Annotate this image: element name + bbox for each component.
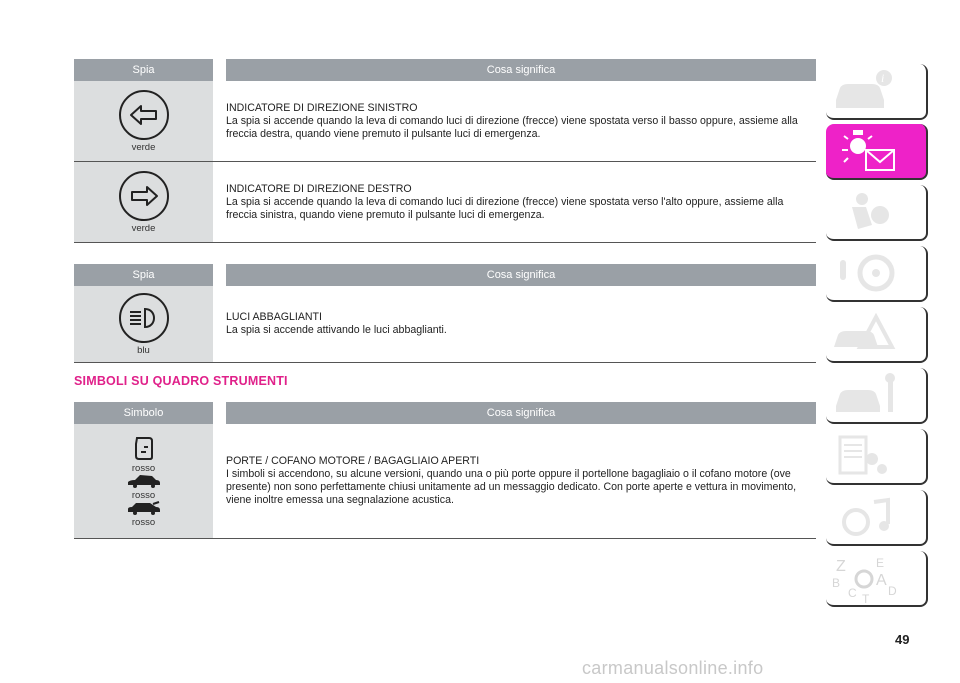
- description-text: La spia si accende attivando le luci abbaglianti.: [226, 324, 447, 336]
- description: [226, 81, 816, 161]
- bonnet-open-icon: [126, 474, 162, 488]
- index-letter: D: [888, 584, 897, 598]
- description-text: La spia si accende quando la leva di comando luci di direzione (frecce) viene spostata verso il basso oppure, assieme alla freccia destra, quando viene premuto il pulsante luci di emergenza.: [226, 114, 798, 140]
- description-text: La spia si accende quando la leva di comando luci di direzione (frecce) viene spostata verso l'alto oppure, assieme alla freccia sinistra, quando viene premuto il pulsante luci di emergenza.: [226, 195, 784, 221]
- door-open-icon: [133, 435, 155, 461]
- header-cosa-significa: Cosa significa: [226, 264, 816, 286]
- emergency-icon: [826, 307, 926, 361]
- tab-index[interactable]: [826, 551, 928, 607]
- table-row: [74, 81, 816, 162]
- section-title: SIMBOLI SU QUADRO STRUMENTI: [74, 374, 288, 388]
- table-high-beam: [74, 264, 816, 363]
- index-letter: B: [832, 576, 841, 590]
- high-beam-icon: [119, 293, 169, 343]
- right-arrow-icon: [119, 171, 169, 221]
- tab-starting-driving[interactable]: [826, 246, 928, 302]
- description: [226, 424, 816, 538]
- tab-maintenance[interactable]: [826, 368, 928, 424]
- color-label: verde: [131, 222, 156, 234]
- description-title: INDICATORE DI DIREZIONE DESTRO: [226, 182, 412, 195]
- index-letter: Z: [836, 558, 846, 575]
- header-spia: Spia: [74, 264, 213, 286]
- color-label: rosso: [131, 516, 156, 528]
- boot-open-icon: [126, 501, 162, 515]
- index-icon: [826, 551, 926, 605]
- tab-emergency[interactable]: [826, 307, 928, 363]
- header-simbolo: Simbolo: [74, 402, 213, 424]
- warning-light-cell: [74, 81, 213, 161]
- color-label: rosso: [131, 489, 156, 501]
- description-text: I simboli si accendono, su alcune versioni, quando una o più porte oppure il portellone bagagliaio o il cofano motore (ove presente) non sono perfettamente chiusi unitamente ad un messaggio dedicato. Con porte aperte e vettura in movimento, viene inoltre emessa una segnalazione acustica.: [226, 468, 797, 506]
- watermark: carmanualsonline.info: [582, 658, 764, 678]
- table-symbols: [74, 402, 816, 539]
- tab-specifications[interactable]: [826, 429, 928, 485]
- header-cosa-significa: Cosa significa: [226, 59, 816, 81]
- index-letter: C: [848, 586, 857, 600]
- car-info-icon: [826, 64, 926, 118]
- multimedia-icon: [826, 490, 926, 544]
- specs-icon: [826, 429, 926, 483]
- index-letter: T: [862, 592, 870, 605]
- color-label: verde: [131, 141, 156, 153]
- left-arrow-icon: [119, 90, 169, 140]
- table-row: [74, 162, 816, 243]
- tab-car-info[interactable]: [826, 64, 928, 120]
- table-turn-indicators: [74, 59, 816, 243]
- table-header: [74, 59, 816, 81]
- description-title: LUCI ABBAGLIANTI: [226, 311, 322, 323]
- maintenance-icon: [826, 368, 926, 422]
- tab-multimedia[interactable]: [826, 490, 928, 546]
- table-header: [74, 264, 816, 286]
- description-title: PORTE / COFANO MOTORE / BAGAGLIAIO APERTI: [226, 455, 480, 467]
- warning-light-cell: [74, 162, 213, 242]
- table-header: [74, 402, 816, 424]
- tab-warning-lights[interactable]: [826, 124, 928, 180]
- header-spia: Spia: [74, 59, 213, 81]
- description: [226, 162, 816, 242]
- header-cosa-significa: Cosa significa: [226, 402, 816, 424]
- warning-light-cell: [74, 286, 213, 362]
- tab-safety[interactable]: [826, 185, 928, 241]
- warning-lights-icon: [826, 124, 926, 178]
- table-row: [74, 424, 816, 539]
- index-letter: E: [876, 556, 885, 570]
- safety-seat-icon: [826, 185, 926, 239]
- color-label: blu: [137, 344, 150, 356]
- page-number: 49: [895, 632, 910, 647]
- table-row: [74, 286, 816, 363]
- symbol-cell: [74, 424, 213, 538]
- steering-wheel-icon: [826, 246, 926, 300]
- svg-text:i: i: [881, 71, 885, 85]
- index-letter: A: [876, 572, 887, 589]
- color-label: rosso: [131, 462, 156, 474]
- description-title: INDICATORE DI DIREZIONE SINISTRO: [226, 101, 418, 114]
- description: [226, 286, 816, 362]
